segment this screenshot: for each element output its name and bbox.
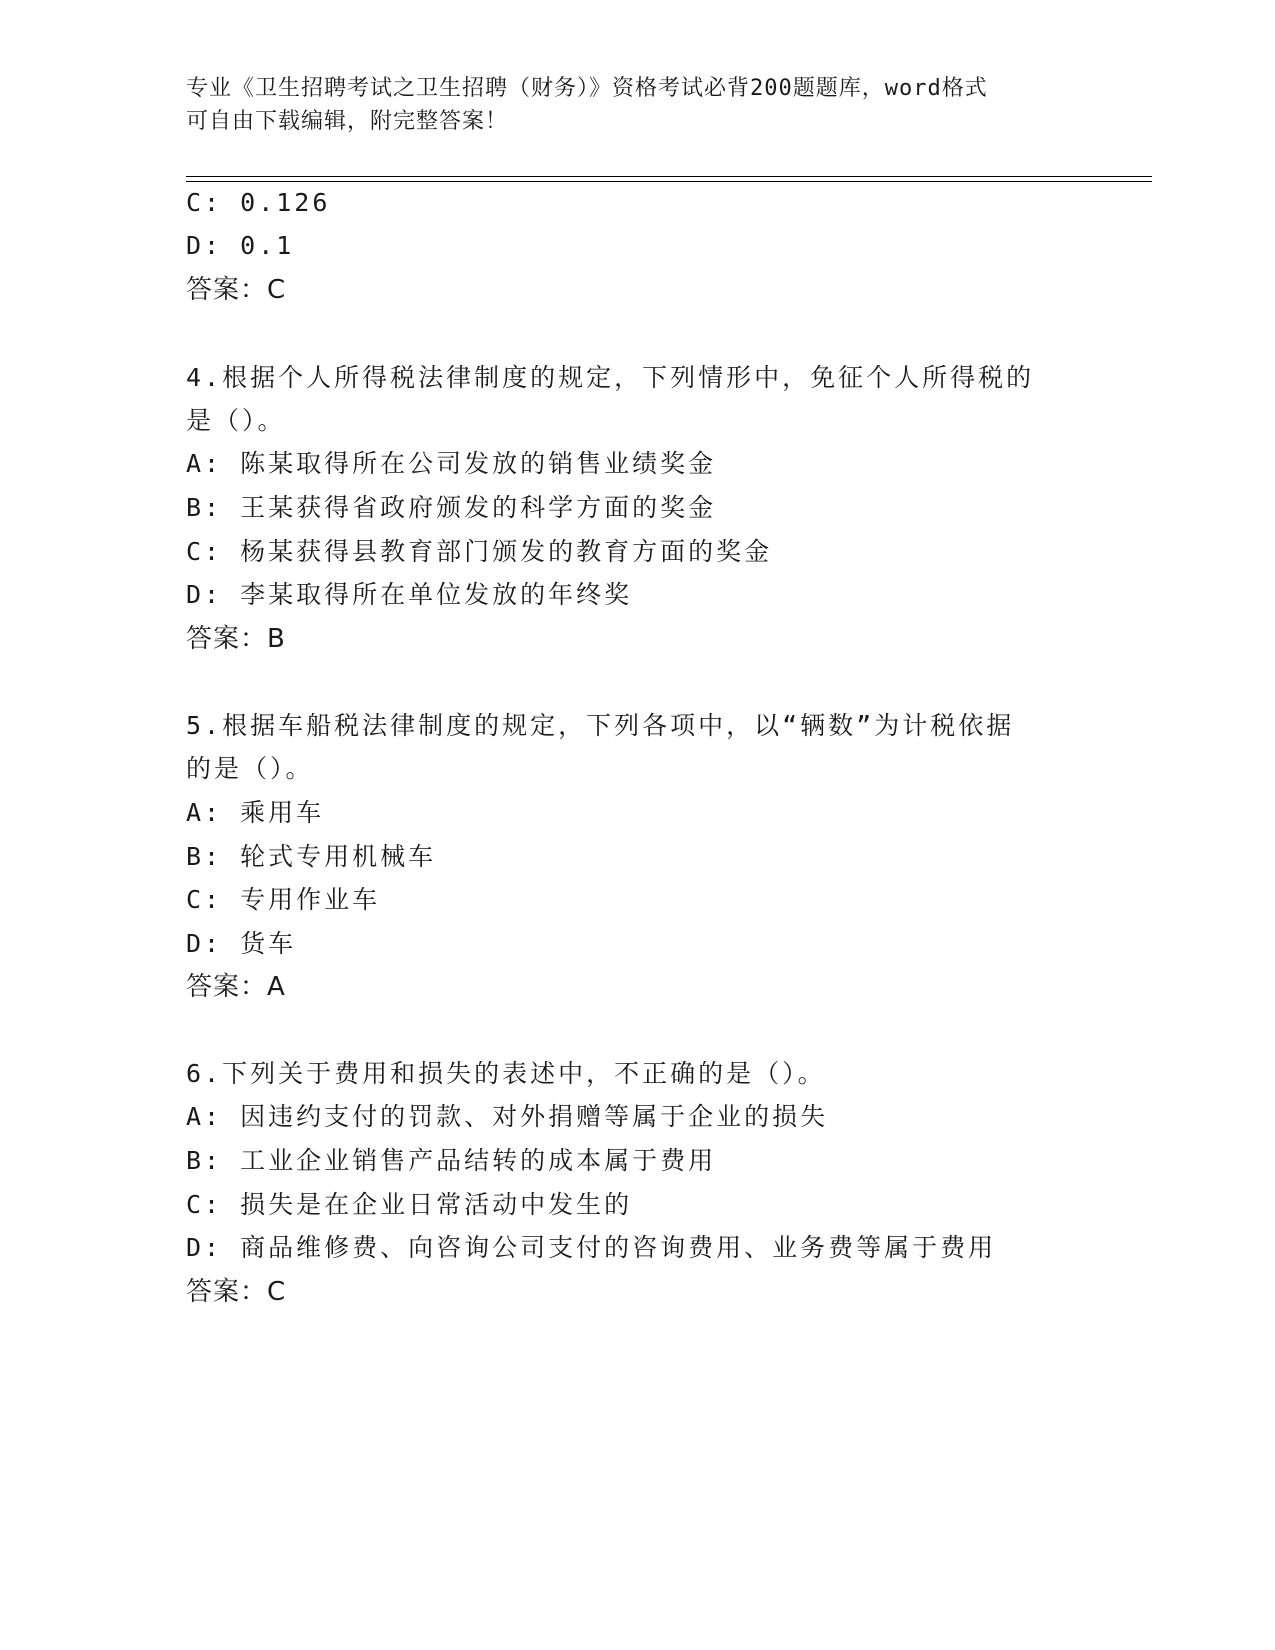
q4-option-c: C: 杨某获得县教育部门颁发的教育方面的奖金 (186, 537, 773, 566)
q6-stem-line-1: 6.下列关于费用和损失的表述中，不正确的是（）。 (186, 1059, 826, 1088)
q5-option-c: C: 专用作业车 (186, 885, 381, 914)
q6-option-c: C: 损失是在企业日常活动中发生的 (186, 1190, 633, 1219)
q5-option-a: A: 乘用车 (186, 798, 325, 827)
q5-stem-line-2: 的是（）。 (186, 754, 314, 783)
q5-option-d: D: 货车 (186, 929, 297, 958)
header-title-line-2: 可自由下载编辑，附完整答案！ (186, 109, 509, 134)
q5-stem-line-1: 5.根据车船税法律制度的规定，下列各项中，以“辆数”为计税依据 (186, 711, 1015, 740)
header-divider-bottom (186, 181, 1152, 182)
q6-answer: 答案：C (186, 1277, 287, 1307)
q6-option-a: A: 因违约支付的罚款、对外捐赠等属于企业的损失 (186, 1102, 829, 1131)
q4-stem-line-2: 是（）。 (186, 406, 286, 435)
q5-answer: 答案：A (186, 972, 286, 1002)
document-header (186, 72, 1076, 138)
q3-option-d: D: 0.1 (186, 231, 295, 260)
q4-answer: 答案：B (186, 624, 286, 654)
q3-answer: 答案：C (186, 275, 287, 305)
q4-option-a: A: 陈某取得所在公司发放的销售业绩奖金 (186, 449, 717, 478)
q5-option-b: B: 轮式专用机械车 (186, 842, 437, 871)
q6-option-d: D: 商品维修费、向咨询公司支付的咨询费用、业务费等属于费用 (186, 1233, 997, 1262)
q4-option-d: D: 李某取得所在单位发放的年终奖 (186, 580, 633, 609)
header-title-line-1: 专业《卫生招聘考试之卫生招聘（财务）》资格考试必背200题题库，word格式 (186, 76, 988, 101)
q4-stem-line-1: 4.根据个人所得税法律制度的规定，下列情形中，免征个人所得税的 (186, 363, 1035, 392)
q4-option-b: B: 王某获得省政府颁发的科学方面的奖金 (186, 493, 717, 522)
q3-option-c: C: 0.126 (186, 188, 331, 217)
header-divider-top (186, 176, 1152, 177)
q6-option-b: B: 工业企业销售产品结转的成本属于费用 (186, 1146, 717, 1175)
